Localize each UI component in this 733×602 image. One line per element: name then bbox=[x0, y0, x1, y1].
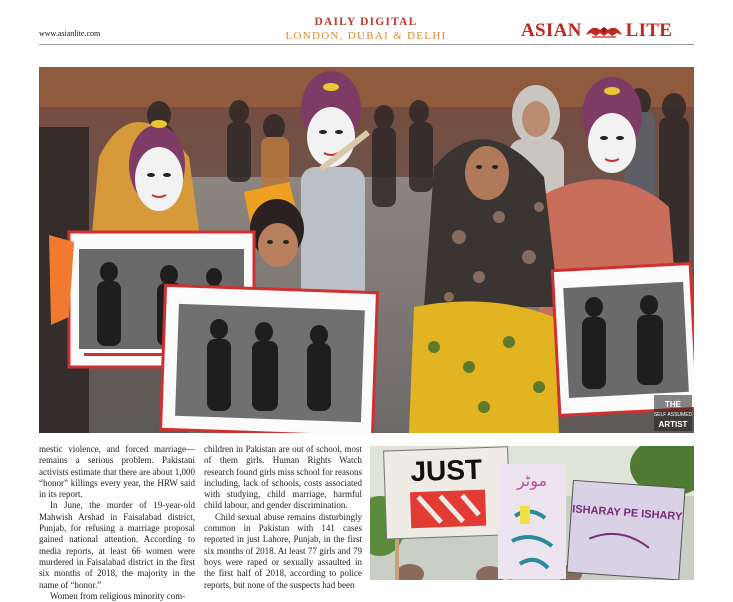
brand-name-right: LITE bbox=[625, 20, 673, 41]
lion-emblem-icon bbox=[584, 23, 624, 45]
article-paragraph: mestic violence, and forced marriage—remains a serious problem. Pakistani activists estimate that there are about 1,000 “honor” killings every year, the HRW said in its report. bbox=[39, 444, 195, 500]
article-column-1 bbox=[39, 444, 195, 602]
site-url[interactable]: www.asianlite.com bbox=[39, 29, 101, 38]
photo-credit-line2: SELF ASSUMED bbox=[653, 412, 693, 418]
main-photo-illustration bbox=[39, 67, 694, 433]
article-column-2 bbox=[204, 444, 362, 591]
secondary-photo bbox=[370, 446, 694, 580]
brand-logo[interactable] bbox=[521, 20, 672, 45]
protest-poster-center bbox=[161, 285, 378, 433]
sign-isharay-text: ISHARAY PE ISHARY bbox=[571, 503, 683, 524]
edition-label: DAILY DIGITAL bbox=[314, 16, 418, 28]
protest-sign-just bbox=[384, 447, 511, 539]
brand-name-left: ASIAN bbox=[521, 20, 582, 41]
protest-poster-right bbox=[552, 263, 694, 415]
protest-sign-isharay bbox=[567, 480, 685, 580]
edition-block bbox=[250, 16, 482, 43]
article-paragraph: In June, the murder of 19-year-old Mahwish Arshad in Faisalabad district, Punjab, for refusing a marriage proposal gained national attention. According to media reports, at least 66 women were murdered in Faisalabad district in the first six months of 2018, the majority in the name of “honor.” bbox=[39, 500, 195, 590]
photo-credit-line3: ARTIST bbox=[658, 420, 688, 429]
secondary-photo-illustration bbox=[370, 446, 694, 580]
sign-just-text: JUST bbox=[409, 453, 483, 488]
masthead bbox=[0, 0, 733, 52]
header-rule bbox=[39, 44, 694, 45]
sign-urdu-text: موٹر bbox=[516, 471, 548, 490]
edition-cities: LONDON, DUBAI & DELHI bbox=[285, 30, 447, 42]
photo-credit-line1: THE bbox=[665, 400, 681, 409]
article-paragraph: Child sexual abuse remains disturbingly common in Pakistan with 141 cases reported in just Lahore, Punjab, in the first six months of 2018. At least 77 girls and 79 boys were raped or sexually assaulted in the first half of 2018, according to police reports, but none of the suspects had been bbox=[204, 511, 362, 590]
article-paragraph: children in Pakistan are out of school, most of them girls. Human Rights Watch research found girls miss school for reasons including, lack of schools, costs associated with studying, child marriage, harmful child labour, and gender discrimination. bbox=[204, 444, 362, 511]
main-photo bbox=[39, 67, 694, 433]
article-paragraph: Women from religious minority com- bbox=[50, 590, 186, 601]
protest-sign-urdu bbox=[498, 464, 566, 579]
